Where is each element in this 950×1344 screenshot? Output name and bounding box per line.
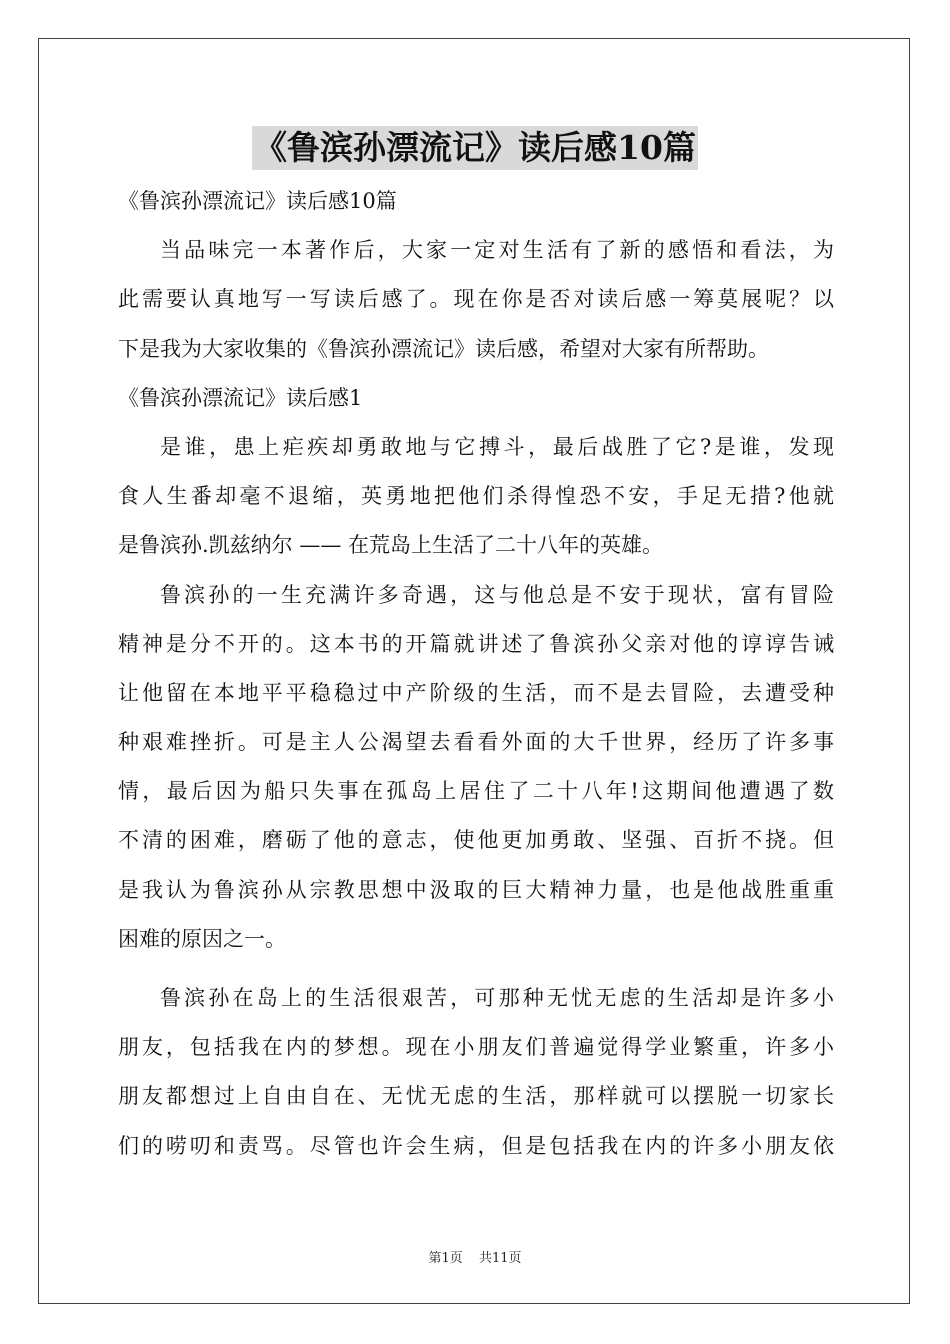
page-footer — [0, 1247, 950, 1266]
document-title: 《鲁滨孙漂流记》读后感10篇 — [252, 126, 698, 170]
text-line: 朋友，包括我在内的梦想。现在小朋友们普遍觉得学业繁重，许多小 — [118, 1035, 834, 1060]
title-area — [0, 126, 950, 170]
section-heading: 《鲁滨孙漂流记》读后感1 — [118, 385, 363, 410]
page-number: 第1页 — [428, 1251, 463, 1266]
page-total: 共11页 — [478, 1251, 522, 1266]
text-line: 情，最后因为船只失事在孤岛上居住了二十八年!这期间他遭遇了数 — [118, 779, 834, 804]
text-line: 困难的原因之一。 — [118, 926, 286, 951]
text-line: 此需要认真地写一写读后感了。现在你是否对读后感一筹莫展呢？以 — [118, 287, 834, 312]
text-line: 们的唠叨和责骂。尽管也许会生病，但是包括我在内的许多小朋友依 — [118, 1133, 834, 1158]
text-line: 不清的困难，磨砺了他的意志，使他更加勇敢、坚强、百折不挠。但 — [118, 828, 834, 853]
text-line: 鲁滨孙在岛上的生活很艰苦，可那种无忧无虑的生活却是许多小 — [160, 986, 834, 1010]
text-line: 是谁，患上疟疾却勇敢地与它搏斗，最后战胜了它?是谁，发现 — [160, 434, 834, 459]
text-line: 食人生番却毫不退缩，英勇地把他们杀得惶恐不安，手足无措?他就 — [118, 484, 834, 509]
text-line: 朋友都想过上自由自在、无忧无虑的生活，那样就可以摆脱一切家长 — [118, 1084, 834, 1109]
text-line: 当品味完一本著作后，大家一定对生活有了新的感悟和看法，为 — [160, 238, 834, 263]
text-line: 让他留在本地平平稳稳过中产阶级的生活，而不是去冒险，去遭受种 — [118, 680, 834, 705]
text-line: 是鲁滨孙.凯兹纳尔 —— 在荒岛上生活了二十八年的英雄。 — [118, 533, 664, 558]
text-line: 精神是分不开的。这本书的开篇就讲述了鲁滨孙父亲对他的谆谆告诫 — [118, 631, 834, 656]
text-line: 下是我为大家收集的《鲁滨孙漂流记》读后感，希望对大家有所帮助。 — [118, 336, 769, 361]
text-line: 种艰难挫折。可是主人公渴望去看看外面的大千世界，经历了许多事 — [118, 730, 834, 755]
text-line: 鲁滨孙的一生充满许多奇遇，这与他总是不安于现状，富有冒险 — [160, 582, 834, 607]
subtitle-line: 《鲁滨孙漂流记》读后感10篇 — [118, 189, 397, 213]
text-line: 是我认为鲁滨孙从宗教思想中汲取的巨大精神力量，也是他战胜重重 — [118, 877, 834, 902]
document-body — [118, 177, 834, 1171]
